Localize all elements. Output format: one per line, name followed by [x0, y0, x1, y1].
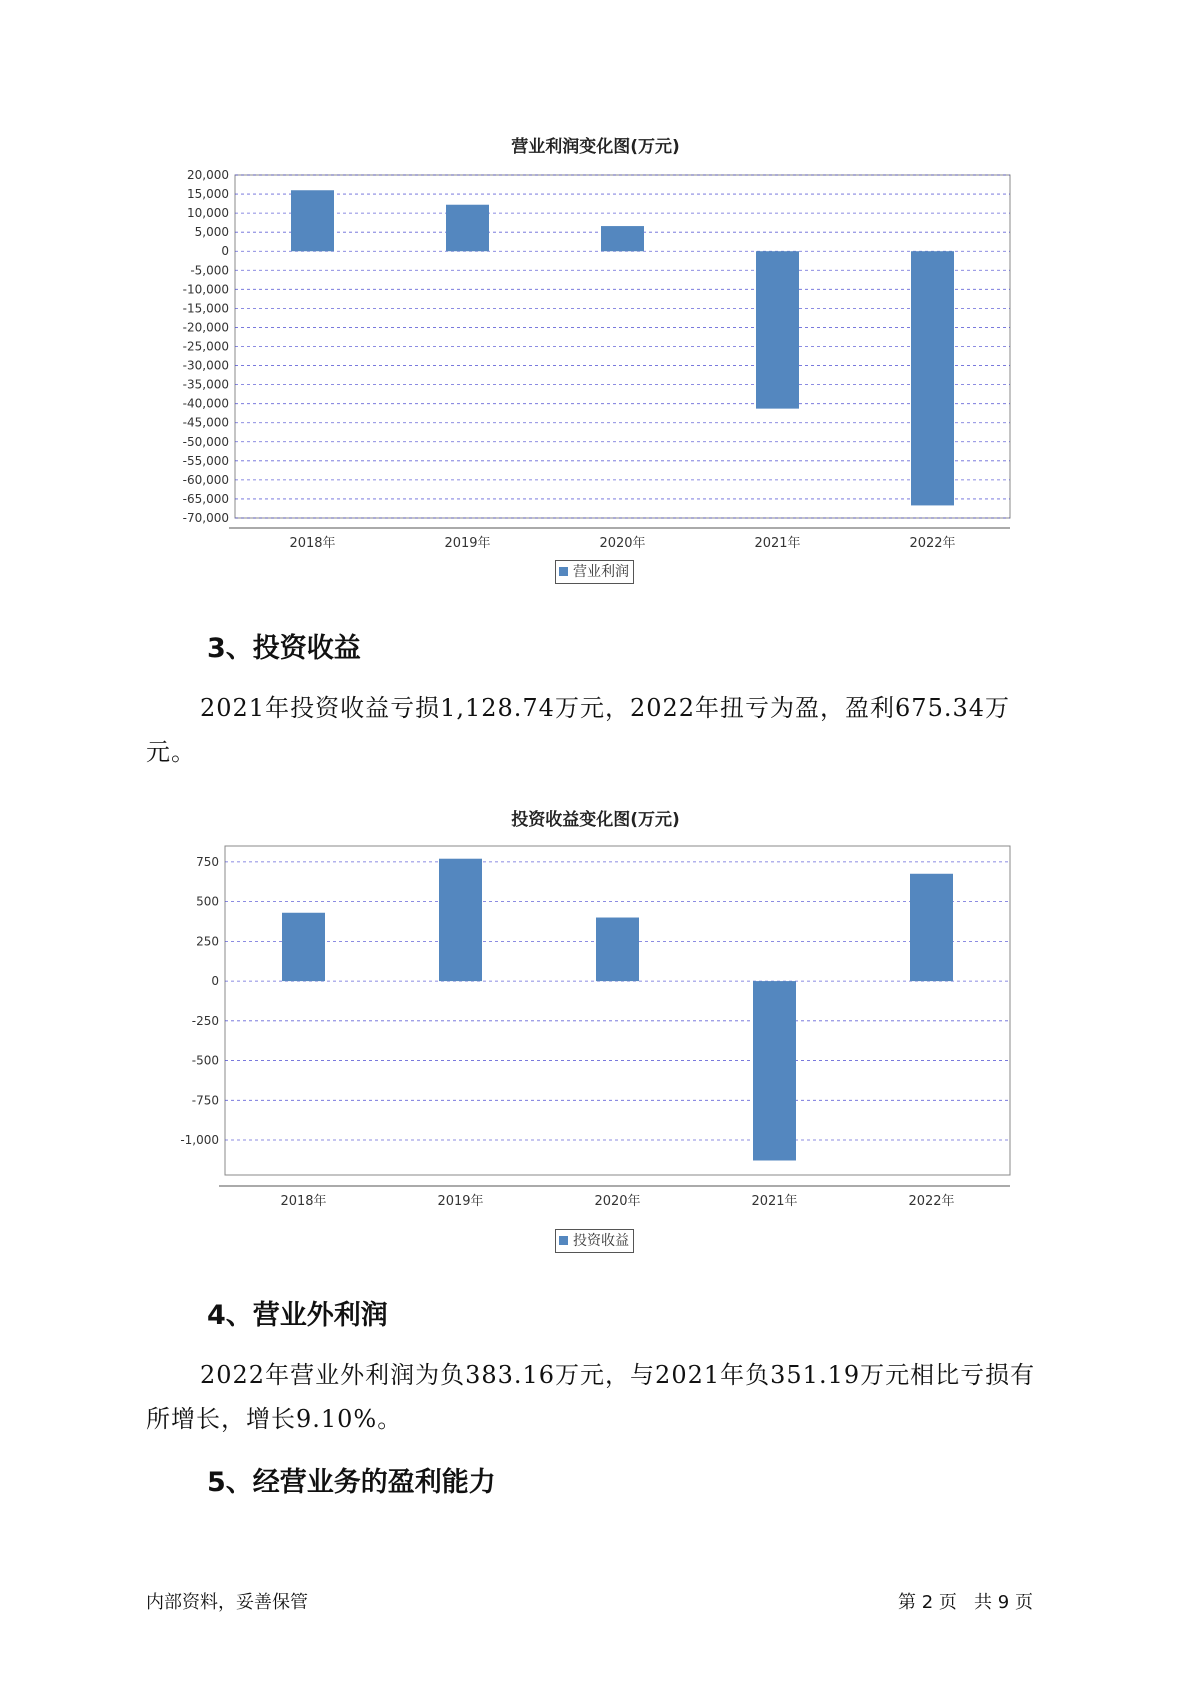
footer-confidential-note: 内部资料，妥善保管 [146, 1592, 308, 1613]
y-tick-label: 15,000 [187, 187, 229, 202]
y-tick-label: -15,000 [182, 301, 229, 316]
x-tick-label: 2022年 [908, 1194, 955, 1209]
bar-2022年 [910, 874, 953, 981]
bar-2019年 [439, 859, 482, 981]
x-tick-label: 2022年 [909, 536, 956, 551]
x-tick-label: 2020年 [599, 536, 646, 551]
y-tick-label: 0 [211, 974, 219, 989]
y-tick-label: -500 [191, 1053, 219, 1068]
section-heading-non-operating-profit: 4、营业外利润 [207, 1300, 388, 1331]
bar-2021年 [753, 981, 796, 1160]
paragraph-non-operating-profit: 2022年营业外利润为负383.16万元，与2021年负351.19万元相比亏损有所增长，增长9.10%。 [146, 1361, 1036, 1433]
bar-2020年 [596, 918, 639, 982]
chart-title: 投资收益变化图(万元) [511, 810, 680, 830]
y-tick-label: 10,000 [187, 206, 229, 221]
legend-swatch [559, 1236, 568, 1245]
section-heading-business-profitability: 5、经营业务的盈利能力 [207, 1467, 496, 1498]
x-tick-label: 2019年 [444, 536, 491, 551]
y-tick-label: -250 [191, 1013, 219, 1028]
x-tick-label: 2018年 [280, 1194, 327, 1209]
y-tick-label: -70,000 [182, 511, 229, 525]
y-tick-label: -40,000 [182, 396, 229, 411]
chart-title: 营业利润变化图(万元) [511, 137, 680, 157]
y-tick-label: -50,000 [182, 434, 229, 449]
paragraph-investment-income: 2021年投资收益亏损1,128.74万元，2022年扭亏为盈，盈利675.34万元。 [146, 694, 1011, 766]
y-tick-label: -55,000 [182, 453, 229, 468]
y-tick-label: 250 [196, 934, 219, 949]
y-tick-label: -750 [191, 1093, 219, 1108]
section-heading-investment-income: 3、投资收益 [207, 633, 361, 664]
y-tick-label: 0 [221, 244, 229, 259]
x-tick-label: 2021年 [751, 1194, 798, 1209]
x-tick-label: 2020年 [594, 1194, 641, 1209]
plot-area [225, 846, 1010, 1175]
y-tick-label: -25,000 [182, 339, 229, 354]
x-tick-label: 2021年 [754, 536, 801, 551]
y-tick-label: -45,000 [182, 415, 229, 430]
y-tick-label: 500 [196, 894, 219, 909]
y-tick-label: -35,000 [182, 377, 229, 392]
legend-label: 营业利润 [573, 564, 629, 580]
y-tick-label: 5,000 [194, 225, 229, 240]
y-tick-label: 750 [196, 854, 219, 869]
y-tick-label: -30,000 [182, 358, 229, 373]
legend-label: 投资收益 [573, 1233, 629, 1249]
y-tick-label: 20,000 [187, 168, 229, 182]
y-tick-label: -10,000 [182, 282, 229, 297]
y-tick-label: -1,000 [180, 1133, 219, 1148]
x-tick-label: 2018年 [289, 536, 336, 551]
footer-page-number: 第 2 页 共 9 页 [898, 1592, 1033, 1613]
y-tick-label: -60,000 [182, 472, 229, 487]
y-tick-label: -5,000 [190, 263, 229, 278]
x-tick-label: 2019年 [437, 1194, 484, 1209]
y-tick-label: -65,000 [182, 491, 229, 506]
y-tick-label: -20,000 [182, 320, 229, 335]
chart-legend [555, 1229, 634, 1253]
bar-2018年 [282, 913, 325, 981]
